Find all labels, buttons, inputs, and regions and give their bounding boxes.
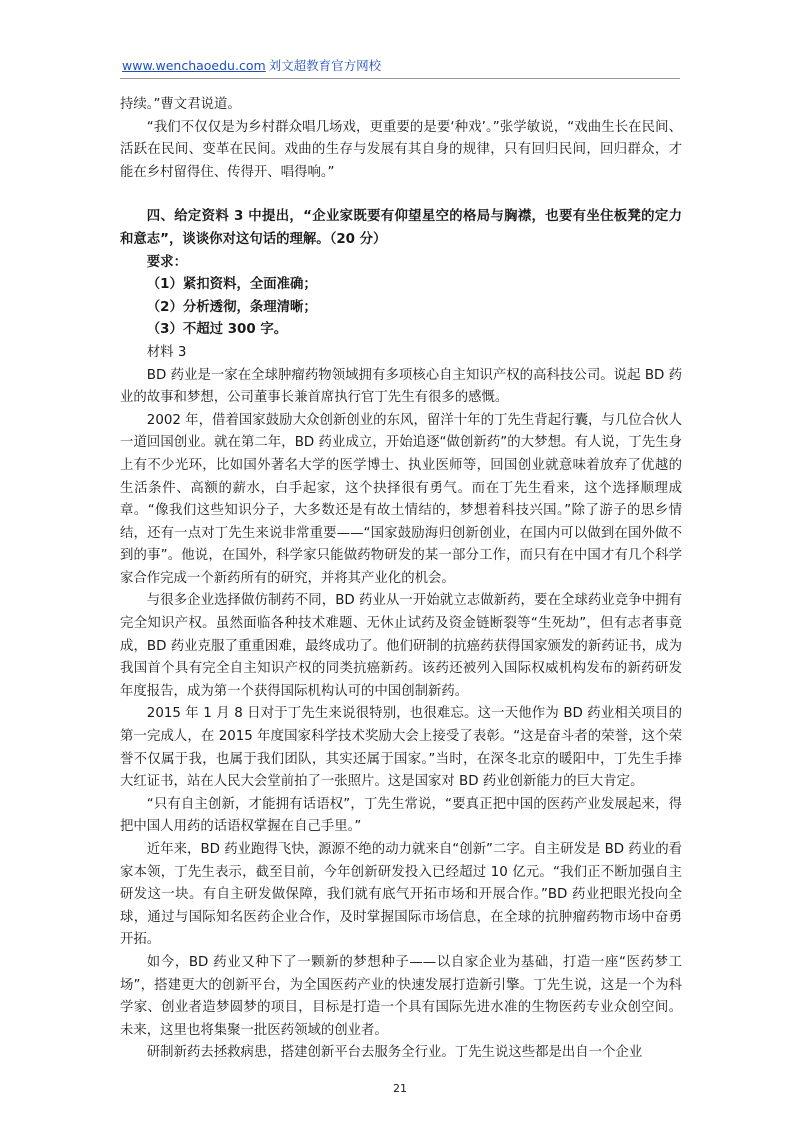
question-title: 四、给定资料 3 中提出，“企业家既要有仰望星空的格局与胸襟，也要有坐住板凳的定力和意志”，谈谈你对这句话的理解。（20 分）: [120, 209, 682, 247]
material-paragraph-8: 研制新药去拯救病患，搭建创新平台去服务全行业。丁先生说这些都是出自一个企业: [146, 1045, 643, 1061]
paragraph-continuation: 持续。”曹文君说道。: [120, 97, 241, 112]
material-paragraph-2: 2002 年，借着国家鼓励大众创新创业的东风，留洋十年的丁先生背起行囊，与几位合伙人一道回国创业。就在第二年，BD 药业成立，开始追逐“做创新药”的大梦想。有人说，丁先生身上有不少光环，比如国外著名大学的医学博士、执业医师等，回国创业就意味着放弃了优越的生活条件、高额的薪水，白手起家，这个抉择很有勇气。而在丁先生看来，这个选择顺理成章。“像我们这些知识分子，大多数还是有故土情结的，梦想着科技兴国。”除了游子的思乡情结，还有一点对丁先生来说非常重要——“国家鼓励海归创新创业，在国内可以做到在国外做不到的事”。他说，在国外，科学家只能做药物研发的某一部分工作，而只有在中国才有几个科学家合作完成一个新药所有的研究，并将其产业化的机会。: [120, 412, 682, 586]
material-paragraph-1: BD 药业是一家在全球肿瘤药物领域拥有多项核心自主知识产权的高科技公司。说起 BD 药业的故事和梦想，公司董事长兼首席执行官丁先生有很多的感慨。: [120, 367, 682, 406]
requirements-heading: 要求：: [146, 254, 187, 270]
requirement-item-1: （1）紧扣资料，全面准确；: [146, 277, 317, 293]
page-number: 21: [393, 1082, 407, 1095]
page-header: [122, 56, 381, 74]
material-paragraph-7: 如今，BD 药业又种下了一颗新的梦想种子——以自家企业为基础，打造一座“医药梦工场”，搭建更大的创新平台，为全国医药产业的快速发展打造新引擎。丁先生说，这是一个为科学家、创业者造梦圆梦的项目，目标是打造一个具有国际先进水准的生物医药专业众创空间。未来，这里也将集聚一批医药领域的创业者。: [120, 954, 682, 1038]
paragraph-zhang-quote: “我们不仅仅是为乡村群众唱几场戏，更重要的是要‘种戏’。”张学敏说，“戏曲生长在民间、活跃在民间、变革在民间。戏曲的生存与发展有其自身的规律，只有回归民间，回归群众，才能在乡村留得住、传得开、唱得响。”: [120, 119, 682, 180]
material-paragraph-4: 2015 年 1 月 8 日对于丁先生来说很特别，也很难忘。这一天他作为 BD 药业相关项目的第一完成人，在 2015 年度国家科学技术奖励大会上接受了表彰。“这是奋斗者的荣誉，这个荣誉不仅属于我，也属于我们团队，其实还属于国家。”当时，在深冬北京的暖阳中，丁先生手捧大红证书，站在人民大会堂前拍了一张照片。这是国家对 BD 药业创新能力的巨大肯定。: [120, 706, 682, 790]
material-paragraph-3: 与很多企业选择做仿制药不同，BD 药业从一开始就立志做新药，要在全球药业竞争中拥有完全知识产权。虽然面临各种技术难题、无休止试药及资金链断裂等“生死劫”，但有志者事竟成，BD 药业克服了重重困难，最终成功了。他们研制的抗癌药获得国家颁发的新药证书，成为我国首个具有完全自主知识产权的同类抗癌新药。该药还被列入国际权威机构发布的新药研发年度报告，成为第一个获得国际机构认可的中国创制新药。: [120, 593, 682, 699]
material-label: 材料 3: [146, 344, 187, 360]
requirement-item-2: （2）分析透彻，条理清晰；: [146, 299, 317, 315]
requirement-item-3: （3）不超过 300 字。: [146, 322, 288, 338]
site-url-link[interactable]: www.wenchaoedu.com: [122, 58, 266, 73]
document-body: [120, 94, 682, 1065]
spacer: [120, 184, 682, 206]
site-org-name: 刘文超教育官方网校: [268, 58, 382, 73]
header-divider: [120, 78, 680, 79]
material-paragraph-5: “只有自主创新，才能拥有话语权”，丁先生常说，“要真正把中国的医药产业发展起来，得把中国人用药的话语权掌握在自己手里。”: [120, 796, 682, 835]
material-paragraph-6: 近年来，BD 药业跑得飞快，源源不绝的动力就来自“创新”二字。自主研发是 BD 药业的看家本领，丁先生表示，截至目前，今年创新研发投入已经超过 10 亿元。“我们正不断加强自主研发这一块。有自主研发做保障，我们就有底气开拓市场和开展合作。”BD 药业把眼光投向全球，通过与国际知名医药企业合作，及时掌握国际市场信息，在全球的抗肿瘤药物市场中奋勇开拓。: [120, 842, 682, 948]
